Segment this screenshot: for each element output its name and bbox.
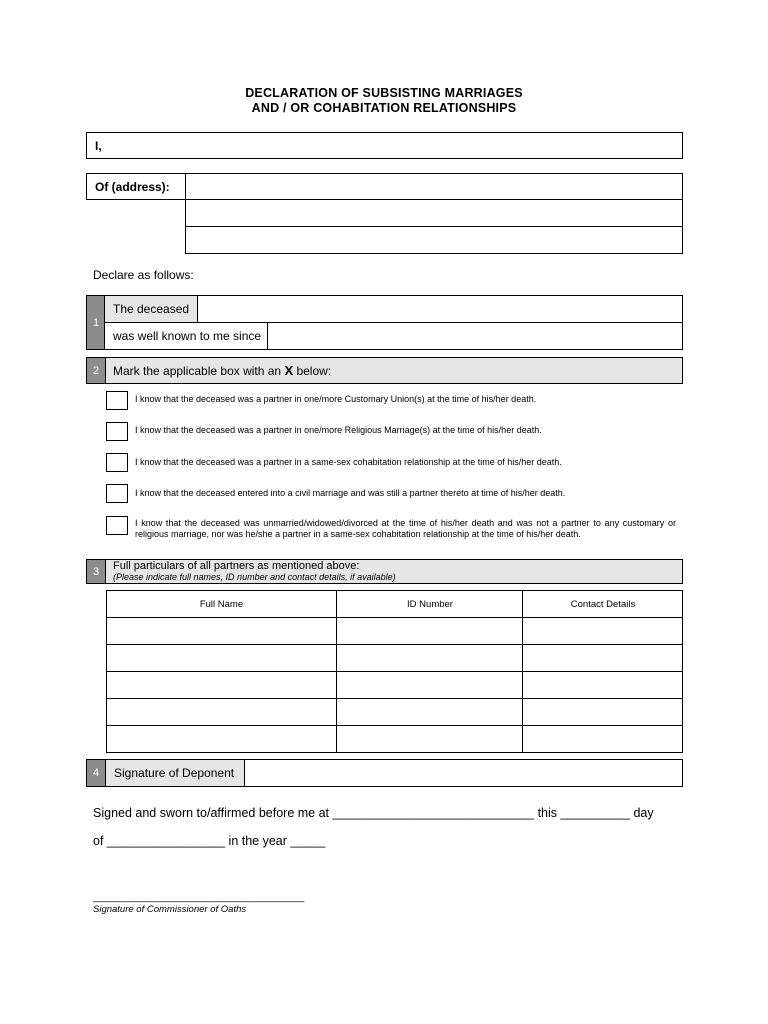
- section-2-instruction: [113, 363, 331, 378]
- deceased-name-field[interactable]: [197, 295, 683, 323]
- section-3-heading: Full particulars of all partners as mentioned above:: [113, 560, 360, 572]
- section-2-number: 2: [87, 358, 105, 383]
- partner-contact-details-cell[interactable]: [523, 726, 683, 753]
- unmarried-checkbox[interactable]: [106, 516, 128, 535]
- address-line-3-field[interactable]: [185, 226, 683, 254]
- sworn-statement-line-2: of _________________ in the year _____: [93, 834, 326, 848]
- partner-contact-details-cell[interactable]: [523, 645, 683, 672]
- partners-table: [106, 590, 684, 754]
- deceased-label-cell: [104, 295, 198, 323]
- address-line-1-field[interactable]: [185, 173, 683, 200]
- partner-full-name-cell[interactable]: [106, 699, 337, 726]
- declarant-name-field[interactable]: [86, 132, 683, 159]
- declarant-name-label: I,: [95, 138, 102, 153]
- instruction-x-mark: X: [284, 363, 294, 378]
- column-header-id-number: ID Number: [407, 598, 453, 610]
- partner-id-number-cell[interactable]: [337, 645, 523, 672]
- partner-id-number-cell[interactable]: [337, 672, 523, 699]
- partner-contact-details-cell[interactable]: [523, 672, 683, 699]
- same-sex-cohabitation-checkbox[interactable]: [106, 453, 128, 472]
- customary-union-checkbox[interactable]: [106, 391, 128, 410]
- section-4-number: 4: [87, 760, 105, 786]
- section-3-number: 3: [87, 560, 105, 583]
- partner-contact-details-cell[interactable]: [523, 618, 683, 645]
- religious-marriage-option: I know that the deceased was a partner in one/more Religious Marriage(s) at the time of his/her death.: [135, 425, 542, 435]
- known-since-field[interactable]: [267, 322, 683, 350]
- partner-contact-details-cell[interactable]: [523, 699, 683, 726]
- unmarried-option: I know that the deceased was unmarried/widowed/divorced at the time of his/her death and was not a partner to any customary or religious marriage, nor was he/she a partner in a same-sex cohabitation relationship at the time of his/her death.: [135, 518, 676, 539]
- partner-full-name-cell[interactable]: [106, 645, 337, 672]
- section-3-divider: [105, 559, 106, 584]
- partner-full-name-cell[interactable]: [106, 672, 337, 699]
- known-since-label-cell: [104, 322, 268, 350]
- document-title-line-2: AND / OR COHABITATION RELATIONSHIPS: [251, 101, 517, 115]
- partner-full-name-cell[interactable]: [106, 726, 337, 753]
- address-label: Of (address):: [95, 179, 170, 194]
- religious-marriage-checkbox[interactable]: [106, 422, 128, 441]
- deponent-signature-label-cell: [105, 759, 245, 787]
- commissioner-signature-label: Signature of Commissioner of Oaths: [93, 904, 247, 915]
- sworn-statement-line-1: Signed and sworn to/affirmed before me at _____________________________ this __________ day: [93, 806, 654, 820]
- partner-id-number-cell[interactable]: [337, 726, 523, 753]
- section-1-number: 1: [87, 296, 105, 349]
- civil-marriage-checkbox[interactable]: [106, 484, 128, 503]
- document-title-line-1: DECLARATION OF SUBSISTING MARRIAGES: [245, 86, 523, 100]
- section-3-subheading: (Please indicate full names, ID number and contact details, if available): [113, 572, 396, 582]
- deceased-label: The deceased: [113, 302, 190, 316]
- partner-id-number-cell[interactable]: [337, 618, 523, 645]
- address-label-cell: [86, 173, 186, 200]
- section-2-divider: [105, 357, 106, 384]
- partner-full-name-cell[interactable]: [106, 618, 337, 645]
- instruction-prefix: Mark the applicable box with an: [113, 364, 282, 378]
- declare-as-follows: Declare as follows:: [93, 268, 194, 282]
- column-header-contact-details: Contact Details: [570, 598, 636, 610]
- instruction-suffix: below:: [296, 364, 332, 378]
- same-sex-cohabitation-option: I know that the deceased was a partner in a same-sex cohabitation relationship at the time of his/her death.: [135, 457, 562, 467]
- deponent-signature-label: Signature of Deponent: [114, 766, 235, 780]
- partner-id-number-cell[interactable]: [337, 699, 523, 726]
- column-header-full-name: Full Name: [199, 598, 244, 610]
- known-since-label: was well known to me since: [113, 329, 262, 343]
- address-line-2-field[interactable]: [185, 199, 683, 227]
- customary-union-option: I know that the deceased was a partner in one/more Customary Union(s) at the time of his/her death.: [135, 394, 537, 404]
- civil-marriage-option: I know that the deceased entered into a civil marriage and was still a partner thereto at time of his/her death.: [135, 488, 566, 498]
- commissioner-signature-line[interactable]: ______________________________________: [93, 892, 305, 903]
- deponent-signature-field[interactable]: [244, 759, 683, 787]
